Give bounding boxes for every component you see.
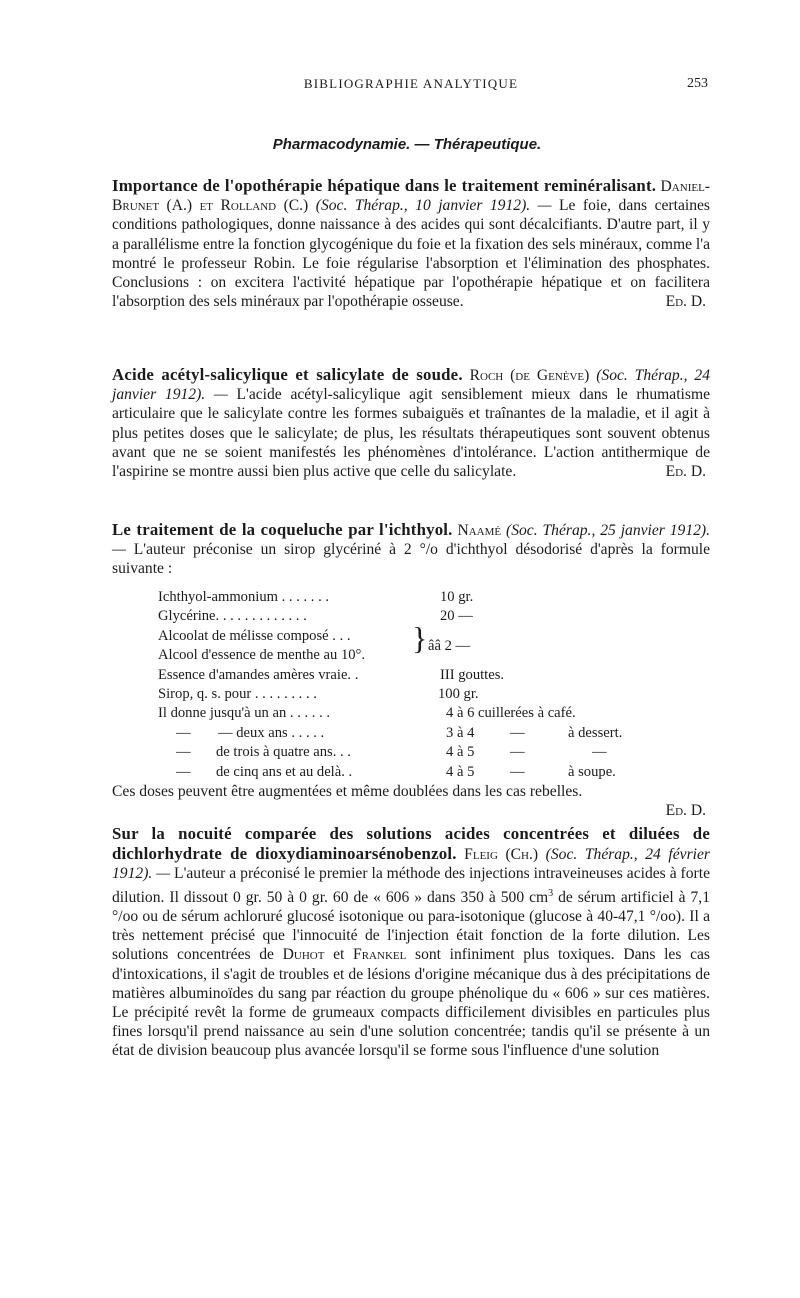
formula-ingredient: Sirop, q. s. pour . . . . . . . . .: [158, 685, 317, 702]
article-4-source: (Soc. Thérap., 24 février 1912). —: [112, 846, 710, 883]
author-name: Frankel: [353, 946, 407, 964]
article-4-authors: Fleig (Ch.): [464, 846, 539, 864]
dose-range: 4 à 5: [446, 763, 475, 780]
dose-age: de trois à quatre ans. . .: [216, 744, 351, 761]
article-3: [112, 520, 710, 579]
formula-ingredient: Alcool d'essence de menthe au 10°.: [158, 647, 366, 664]
author-name: Duhot: [282, 946, 325, 964]
dose-dash: —: [510, 763, 525, 780]
article-3-source: (Soc. Thérap., 25 janvier 1912). —: [112, 522, 711, 559]
page-number: 253: [687, 76, 708, 91]
formula-quantity: III gouttes.: [440, 666, 505, 683]
article-2-title: Acide acétyl-salicylique et salicylate de soude.: [112, 365, 463, 384]
dose-dash: —: [510, 724, 525, 741]
dose-range: 3 à 4: [446, 724, 475, 741]
dose-dash: —: [176, 763, 191, 780]
article-3-authors: Naamé: [457, 522, 502, 539]
formula-quantity: 10 gr.: [440, 589, 474, 605]
dose-dash: —: [510, 744, 525, 761]
article-1-authors: Daniel-Brunet (A.) et Rolland (C.): [112, 178, 710, 215]
formula-row: [158, 607, 658, 626]
formula-ingredient: Essence d'amandes amères vraie. .: [158, 666, 359, 683]
dose-dash: —: [176, 744, 191, 761]
formula-ingredient: Alcoolat de mélisse composé . . .: [158, 627, 351, 644]
brace-glyph: }: [412, 619, 428, 656]
formula-row: [158, 666, 658, 685]
formula-quantity: 20 —: [440, 608, 473, 625]
article-2-signature: Ed. D.: [665, 463, 706, 481]
running-head: [112, 76, 710, 100]
article-2-source: (Soc. Thérap., 24 janvier 1912). —: [112, 367, 710, 404]
dose-spoon: à soupe.: [568, 763, 616, 780]
article-3-body: L'auteur préconise un sirop glycériné à 2 °/o d'ichthyol désodorisé d'après la formule suivante :: [112, 541, 710, 578]
article-1-text: [112, 176, 710, 311]
article-2-text: [112, 365, 710, 481]
article-2: [112, 365, 710, 481]
running-title: BIBLIOGRAPHIE ANALYTIQUE: [303, 76, 519, 91]
formula-row: [158, 646, 658, 665]
article-3-closing-block: [112, 782, 710, 820]
dose-spoon: —: [592, 744, 607, 761]
dose-age: de cinq ans et au delà. .: [216, 763, 353, 780]
dose-row: [158, 763, 658, 782]
article-4-title: Sur la nocuité comparée des solutions acides concentrées et diluées de dichlorhydrate de dioxydiaminoarsénobenzol.: [112, 824, 710, 864]
article-1-signature: Ed. D.: [665, 293, 706, 311]
article-4-body: L'auteur a préconisé le premier la méthode des injections intraveineuses acides à forte dilution. Il dissout 0 gr. 50 à 0 gr. 60 de « 606 » dans 350 à 500 cm: [112, 865, 710, 906]
article-3-title: Le traitement de la coqueluche par l'ichthyol.: [112, 520, 453, 539]
article-4-text: [112, 824, 710, 1061]
formula-row: [158, 685, 658, 704]
dose-dash: —: [176, 724, 191, 741]
article-1: [112, 176, 710, 311]
dose-spoon: à dessert.: [568, 724, 623, 741]
formula-ingredient: Ichthyol-ammonium . . . . . . .: [158, 589, 330, 605]
article-1-source: (Soc. Thérap., 10 janvier 1912). —: [315, 197, 552, 215]
article-2-body: L'acide acétyl-salicylique agit sensiblement mieux dans le rhumatisme articulaire que le salicylate contre les formes subaiguës et traînantes de la maladie, et il agit à plus petites doses que le salicylate; de plus, les résultats thérapeutiques sont souvent obtenus avant que ne se soient manifestés les phénomènes d'intolérance. L'action antithermique de l'aspirine se montre aussi bien plus active que celle du salicylate.: [112, 386, 710, 481]
article-3-signature: Ed. D.: [665, 802, 706, 820]
formula-row: [158, 588, 658, 607]
formula-table: [158, 588, 658, 782]
superscript: 3: [548, 887, 554, 899]
dose-quantity: 4 à 6 cuillerées à café.: [446, 705, 576, 722]
article-1-body: Le foie, dans certaines conditions pathologiques, donne naissance à des acides qui sont décalcifiants. D'autre part, il y a parallélisme entre la fonction glycogénique du foie et la fixation des sels minéraux, comme l'a montré le professeur Robin. Le foie régularise l'absorption et l'élimination des phosphates. Conclusions : on excitera l'activité hépatique par l'opothérapie hépatique et on facilitera l'absorption des sels minéraux par l'opothérapie osseuse.: [112, 197, 710, 311]
article-4-body: et: [324, 946, 354, 964]
article-4-body: de sérum artificiel à 7,1 °/oo ou de sérum achloruré glucosé isotonique ou para-isotonique (glucose à 40-47,1 °/oo). Il a très nettement précisé que l'innocuité de l'injection était fonction de la forte dilution. Les solutions concentrées de: [112, 888, 710, 964]
dose-row: [158, 724, 658, 743]
article-1-title: Importance de l'opothérapie hépatique dans le traitement reminéralisant.: [112, 176, 657, 195]
dose-row: [158, 704, 658, 723]
dose-age: Il donne jusqu'à un an . . . . . .: [158, 705, 331, 722]
article-2-authors: Roch (de Genève): [469, 367, 590, 384]
dose-range: 4 à 5: [446, 744, 475, 761]
article-4: [112, 824, 710, 1061]
formula-ingredient: Glycérine. . . . . . . . . . . . .: [158, 608, 307, 625]
article-4-body: sont infiniment plus toxiques. Dans les cas d'intoxications, il s'agit de troubles et de lésions d'origine mécanique dus à des précipitations de matières albuminoïdes du sang par réaction du groupe phénolique du « 606 » sur ces matières. Le précipité revêt la forme de grumeaux compacts difficilement divisibles en particules plus fines lorsqu'il prend naissance au sein d'une solution concentrée; tandis qu'il se présente à un état de division beaucoup plus avancée lorsqu'il se forme sous l'influence d'une solution: [112, 946, 710, 1060]
article-3-closing: Ces doses peuvent être augmentées et même doublées dans les cas rebelles.: [112, 783, 583, 800]
dose-row: [158, 743, 658, 762]
dose-age: — deux ans . . . . .: [218, 724, 325, 741]
formula-quantity: 100 gr.: [438, 685, 479, 702]
article-3-text: [112, 520, 710, 579]
formula-brace-quantity: ââ 2 —: [428, 637, 471, 654]
section-heading: Pharmacodynamie. — Thérapeutique.: [272, 136, 542, 153]
